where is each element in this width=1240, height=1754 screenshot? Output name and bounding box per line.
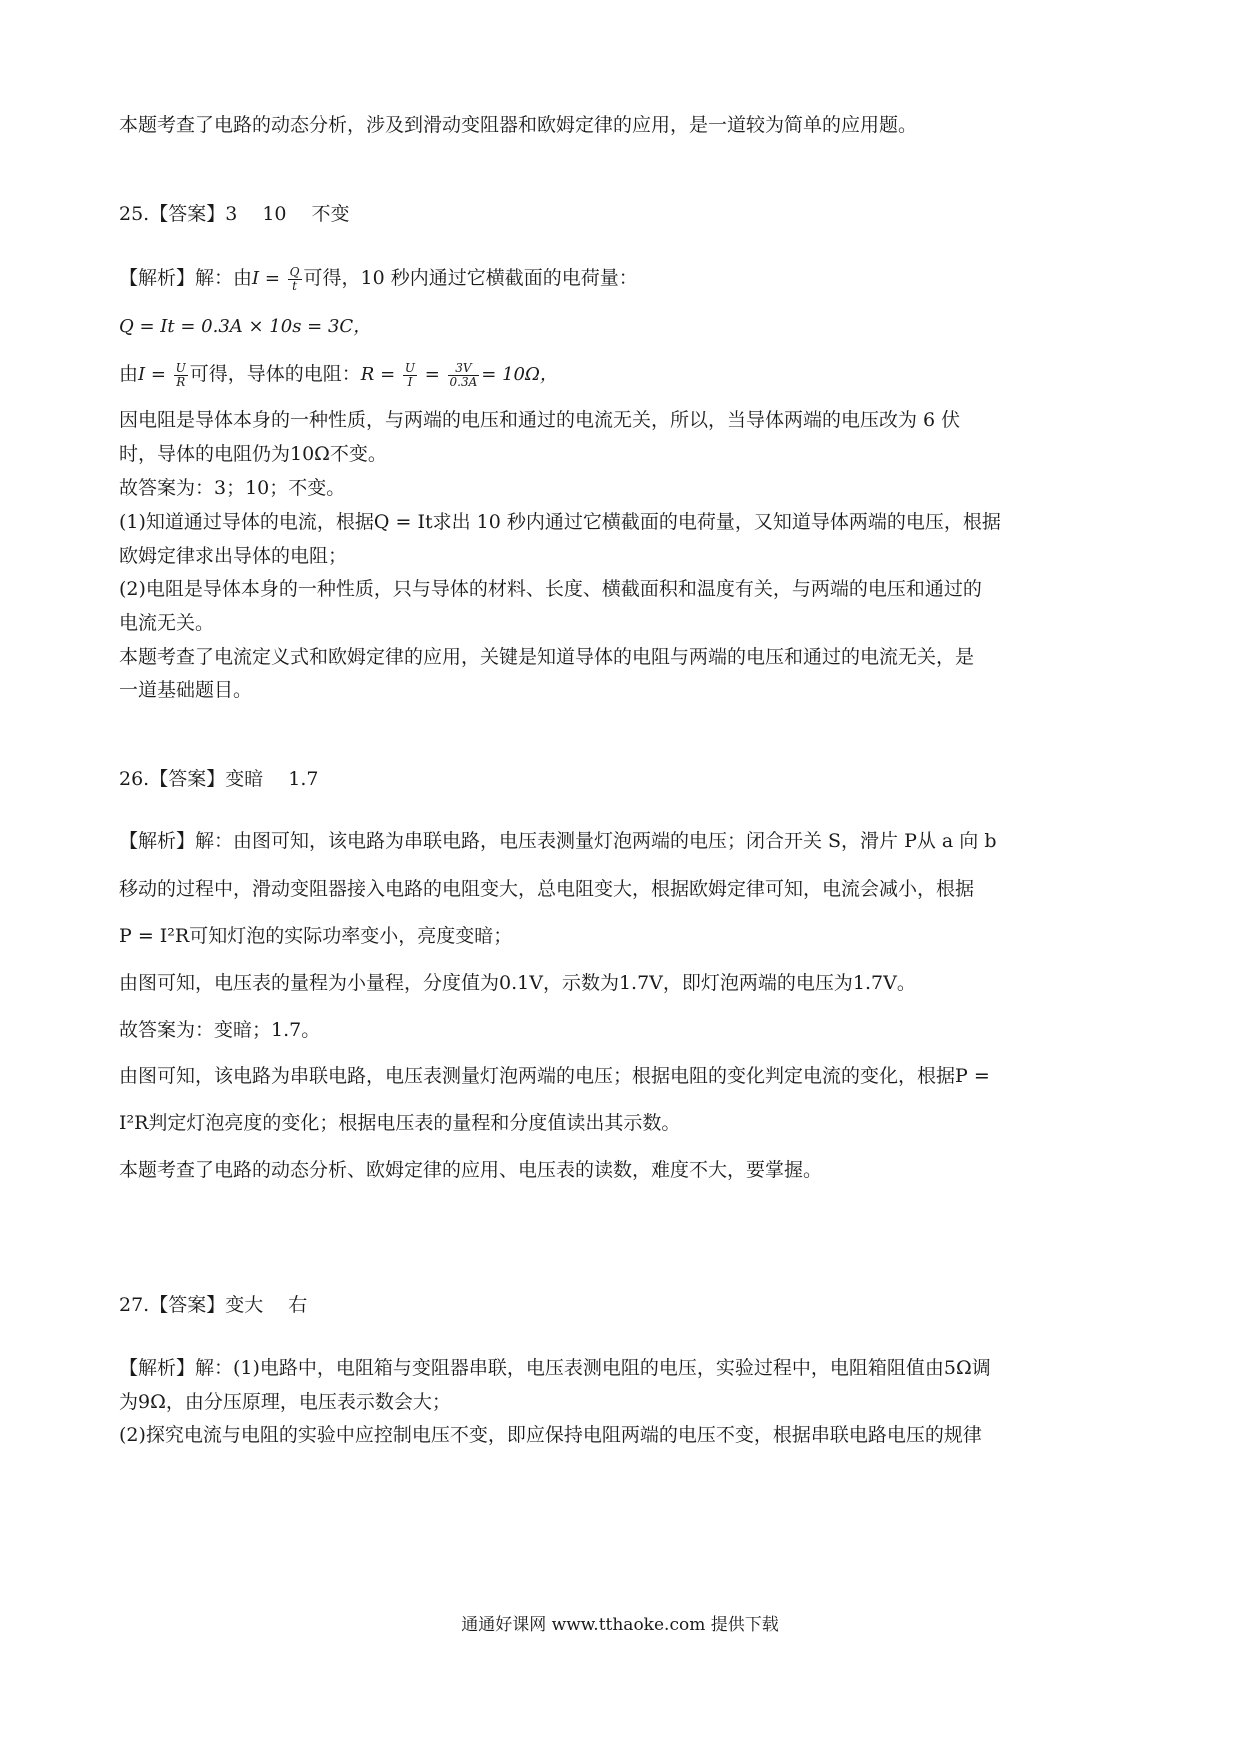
q25-line-8: 欧姆定律求出导体的电阻；	[119, 545, 348, 567]
q25-equation-charge: Q = It = 0.3A × 10s = 3C，	[119, 316, 372, 337]
q26-line-5: 故答案为：变暗；1.7。	[119, 1019, 321, 1041]
q25-eq-i2: I =	[138, 364, 172, 385]
q25-fraction-u-over-r	[174, 362, 188, 389]
q25-line-4: 因电阻是导体本身的一种性质，与两端的电压和通过的电流无关，所以，当导体两端的电压改为 6 伏	[119, 409, 961, 431]
page-footer: 通通好课网 www.tthaoke.com 提供下载	[461, 1615, 779, 1635]
q25-line-12: 一道基础题目。	[119, 679, 253, 701]
q25-line-11: 本题考查了电流定义式和欧姆定律的应用，关键是知道导体的电阻与两端的电压和通过的电流无关，是	[119, 646, 975, 668]
q25-fraction-u-over-i	[403, 362, 417, 389]
q25-fraction-3v-over-03a	[448, 362, 480, 389]
q25-line-10: 电流无关。	[119, 612, 215, 634]
q25-prefix-2: 由	[119, 363, 139, 385]
q26-line-4: 由图可知，电压表的量程为小量程，分度值为0.1V，示数为1.7V，即灯泡两端的电压为1.7V。	[119, 972, 916, 994]
q25-eq-r: R =	[360, 364, 401, 385]
q25-eq-i: I =	[252, 268, 286, 289]
q25-eq-end: = 10Ω，	[481, 364, 558, 385]
q27-line-2: 为9Ω，由分压原理，电压表示数会大；	[119, 1391, 451, 1413]
q27-answer: 27.【答案】变大 右	[119, 1294, 308, 1316]
q26-line-7: I²R判定灯泡亮度的变化；根据电压表的量程和分度值读出其示数。	[119, 1112, 681, 1134]
q26-line-2: 移动的过程中，滑动变阻器接入电路的电阻变大，总电阻变大，根据欧姆定律可知，电流会减小，根据	[119, 878, 975, 900]
fraction-denominator: 0.3A	[449, 374, 478, 389]
q25-mid-2: 可得，导体的电阻：	[189, 363, 361, 385]
q27-line-3: (2)探究电流与电阻的实验中应控制电压不变，即应保持电阻两端的电压不变，根据串联电路电压的规律	[119, 1424, 982, 1446]
q26-line-3: P = I²R可知灯泡的实际功率变小，亮度变暗；	[119, 925, 513, 947]
q27-line-1: 【解析】解：(1)电路中，电阻箱与变阻器串联，电压表测电阻的电压，实验过程中，电阻箱阻值由5Ω调	[119, 1357, 991, 1379]
q26-line-6: 由图可知，该电路为串联电路，电压表测量灯泡两端的电压；根据电阻的变化判定电流的变化，根据P =	[119, 1065, 990, 1087]
q25-analysis-line-1	[119, 264, 638, 293]
q25-analysis-prefix: 【解析】解：由	[119, 267, 253, 289]
fraction-denominator: R	[176, 374, 186, 389]
intro-line: 本题考查了电路的动态分析，涉及到滑动变阻器和欧姆定律的应用，是一道较为简单的应用题。	[119, 114, 918, 136]
q25-line-7: (1)知道通过导体的电流，根据Q = It求出 10 秒内通过它横截面的电荷量，又知道导体两端的电压，根据	[119, 511, 1001, 533]
fraction-denominator: t	[292, 278, 297, 293]
fraction-numerator: 3V	[448, 362, 480, 376]
equals-sign: =	[419, 364, 446, 385]
q25-line-9: (2)电阻是导体本身的一种性质，只与导体的材料、长度、横截面积和温度有关，与两端的电压和通过的	[119, 578, 982, 600]
fraction-numerator: Q	[289, 264, 300, 279]
fraction-numerator: U	[404, 360, 415, 375]
q26-answer: 26.【答案】变暗 1.7	[119, 768, 319, 790]
q25-analysis-mid: 可得，10 秒内通过它横截面的电荷量：	[303, 267, 638, 289]
q25-line-5: 时，导体的电阻仍为10Ω不变。	[119, 443, 387, 465]
q25-line-6: 故答案为：3；10；不变。	[119, 477, 346, 499]
fraction-numerator: U	[175, 360, 186, 375]
q25-answer: 25.【答案】3 10 不变	[119, 203, 350, 225]
q26-line-8: 本题考查了电路的动态分析、欧姆定律的应用、电压表的读数，难度不大，要掌握。	[119, 1159, 823, 1181]
q25-fraction-q-over-t	[288, 266, 302, 293]
fraction-denominator: I	[407, 374, 413, 389]
q26-line-1: 【解析】解：由图可知，该电路为串联电路，电压表测量灯泡两端的电压；闭合开关 S，滑片 P从 a 向 b	[119, 830, 997, 852]
q25-analysis-line-3	[119, 360, 558, 389]
